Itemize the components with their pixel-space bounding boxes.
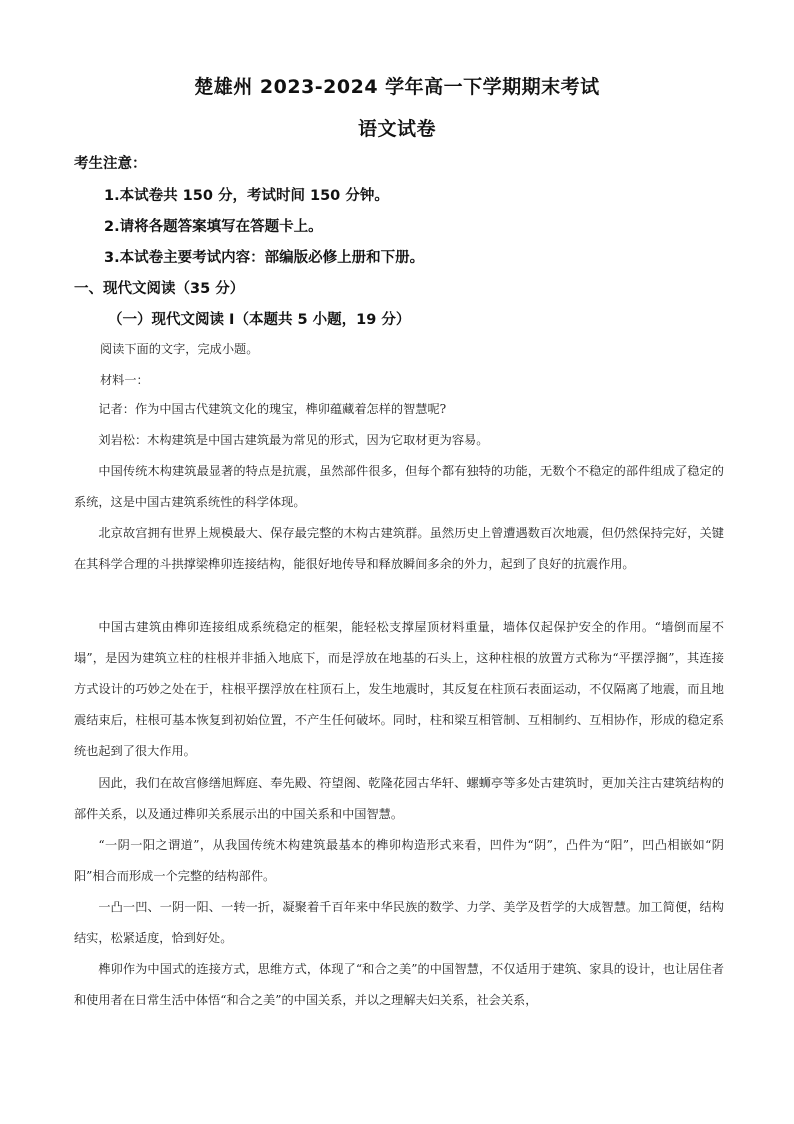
paragraph: 中国古建筑由榫卯连接组成系统稳定的框架，能轻松支撑屋顶材料重量，墙体仅起保护安全的作用。“墙倒而屋不塌”，是因为建筑立柱的柱根并非插入地底下，而是浮放在地基的石头上，这种柱根的放置方式称为“平摆浮搁”，其连接方式设计的巧妙之处在于，柱根平摆浮放在柱顶石上，发生地震时，其反复在柱顶石表面运动，不仅隔离了地震，而且地震结束后，柱根可基本恢复到初始位置，不产生任何破坏。同时，柱和梁互相管制、互相制约、互相协作，形成的稳定系统也起到了很大作用。 (74, 620, 724, 758)
reading-instruction: 阅读下面的文字，完成小题。 (100, 342, 259, 356)
section-subheading: （一）现代文阅读 I（本题共 5 小题，19 分） (108, 312, 411, 328)
paragraph: 刘岩松：木构建筑是中国古建筑最为常见的形式，因为它取材更为容易。 (98, 433, 489, 447)
notice-item-3: 3.本试卷主要考试内容：部编版必修上册和下册。 (104, 250, 425, 266)
paragraph: 北京故宫拥有世界上规模最大、保存最完整的木构古建筑群。虽然历史上曾遭遇数百次地震，但仍然保持完好，关键在其科学合理的斗拱撑梁榫卯连接结构，能很好地传导和释放瞬间多余的外力，起到了良好的抗震作用。 (74, 526, 724, 571)
paragraph: 记者：作为中国古代建筑文化的瑰宝，榫卯蕴藏着怎样的智慧呢? (98, 402, 447, 416)
notice-heading: 考生注意： (74, 156, 147, 172)
exam-title: 楚雄州 2023-2024 学年高一下学期期末考试 (194, 76, 600, 98)
paragraph: 因此，我们在故宫修缮旭辉庭、奉先殿、符望阁、乾隆花园古华轩、螺蛳亭等多处古建筑时，更加关注古建筑结构的部件关系，以及通过榫卯关系展示出的中国关系和中国智慧。 (74, 776, 724, 821)
notice-item-2: 2.请将各题答案填写在答题卡上。 (104, 219, 323, 235)
section-heading: 一、现代文阅读（35 分） (74, 281, 245, 297)
paragraph: “一阴一阳之谓道”，从我国传统木构建筑最基本的榫卯构造形式来看，凹件为“阴”，凸件为“阳”，凹凸相嵌如“阴阳”相合而形成一个完整的结构部件。 (74, 838, 724, 883)
paper-subtitle: 语文试卷 (357, 118, 436, 140)
notice-item-1: 1.本试卷共 150 分，考试时间 150 分钟。 (104, 188, 389, 204)
material-label: 材料一： (100, 373, 149, 387)
paragraph: 中国传统木构建筑最显著的特点是抗震，虽然部件很多，但每个都有独特的功能，无数个不稳定的部件组成了稳定的系统，这是中国古建筑系统性的科学体现。 (74, 464, 724, 509)
paragraph: 一凸一凹、一阴一阳、一转一折，凝聚着千百年来中华民族的数学、力学、美学及哲学的大成智慧。加工简便，结构结实，松紧适度，恰到好处。 (74, 900, 724, 945)
paragraph: 榫卯作为中国式的连接方式，思维方式，体现了“和合之美”的中国智慧，不仅适用于建筑、家具的设计，也让居住者和使用者在日常生活中体悟“和合之美”的中国关系，并以之理解夫妇关系，社会关系， (74, 962, 724, 1007)
